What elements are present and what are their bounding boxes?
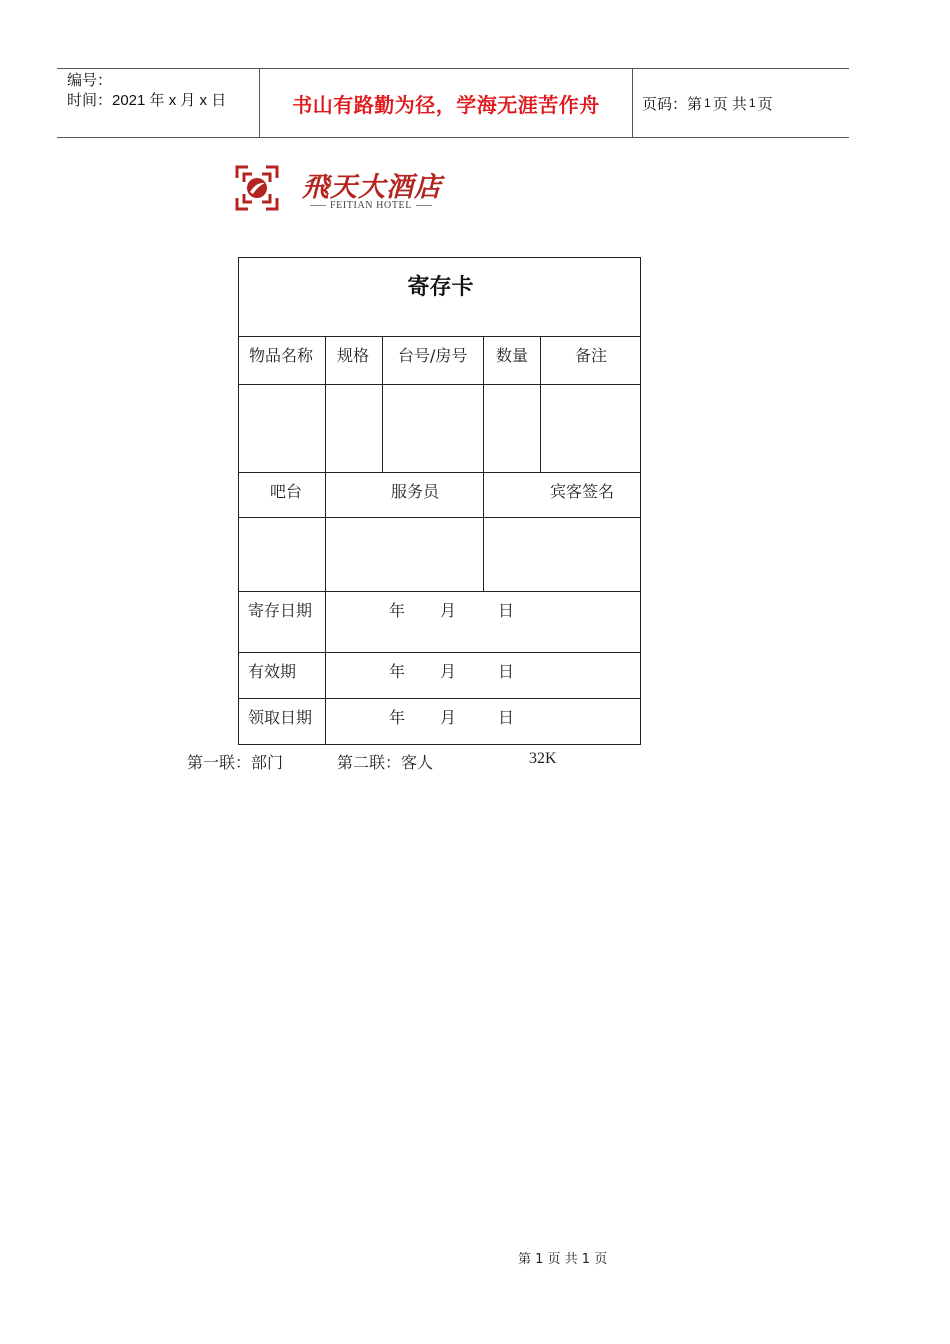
bar-label: 吧台 [270,482,303,501]
rule [382,336,383,472]
column-header-table-room: 台号/房号 [398,346,468,365]
rule [540,336,541,472]
deposit-date-label: 寄存日期 [248,601,313,620]
copy-one-label: 第一联：部门 [187,753,284,772]
column-header-spec: 规格 [337,346,370,365]
rule [239,472,640,473]
header-motto-cell [259,69,633,137]
page-suffix: 页 [757,95,773,113]
storage-card [238,257,641,745]
logo-subtitle: FEITIAN HOTEL [306,200,436,211]
size-label: 32K [529,750,557,767]
validity-month: 月 [440,662,457,681]
rule [325,336,326,472]
hotel-logo [234,163,454,213]
column-header-item-name: 物品名称 [249,346,314,365]
rule [239,591,640,592]
pickup-date-label: 领取日期 [248,708,313,727]
deposit-date-day: 日 [498,601,515,620]
rule [239,517,640,518]
rule [325,591,326,745]
page-total: 1 [748,96,756,110]
validity-day: 日 [498,662,515,681]
validity-label: 有效期 [248,662,297,681]
header-page-info [633,69,849,137]
rule [239,384,640,385]
copy-two-label: 第二联：客人 [337,753,434,772]
column-header-remarks: 备注 [575,346,608,365]
page-current: 1 [704,96,711,110]
page-mid: 页 共 [712,95,747,113]
page-prefix: 页码：第 [642,95,703,113]
guest-signature-label: 宾客签名 [550,482,615,501]
rule [239,336,640,337]
rule [483,336,484,472]
date-text: 时间：2021 年 x 月 x 日 [67,92,227,109]
logo-emblem-icon [234,164,280,212]
pickup-date-month: 月 [440,708,457,727]
document-header [57,68,849,138]
logo-name: 飛天大酒店 [302,172,442,203]
deposit-date-year: 年 [389,601,406,620]
rule [239,652,640,653]
column-header-quantity: 数量 [496,346,529,365]
rule [483,472,484,591]
pickup-date-day: 日 [498,708,515,727]
pickup-date-year: 年 [389,708,406,727]
page-number: 第 1 页 共 1 页 [518,1252,608,1267]
deposit-date-month: 月 [440,601,457,620]
rule [325,472,326,591]
card-title: 寄存卡 [407,275,474,300]
validity-year: 年 [389,662,406,681]
rule [239,698,640,699]
waiter-label: 服务员 [391,482,440,501]
serial-label: 编号： [67,72,113,89]
header-meta [57,69,259,137]
motto: 书山有路勤为径，学海无涯苦作舟 [292,92,600,117]
